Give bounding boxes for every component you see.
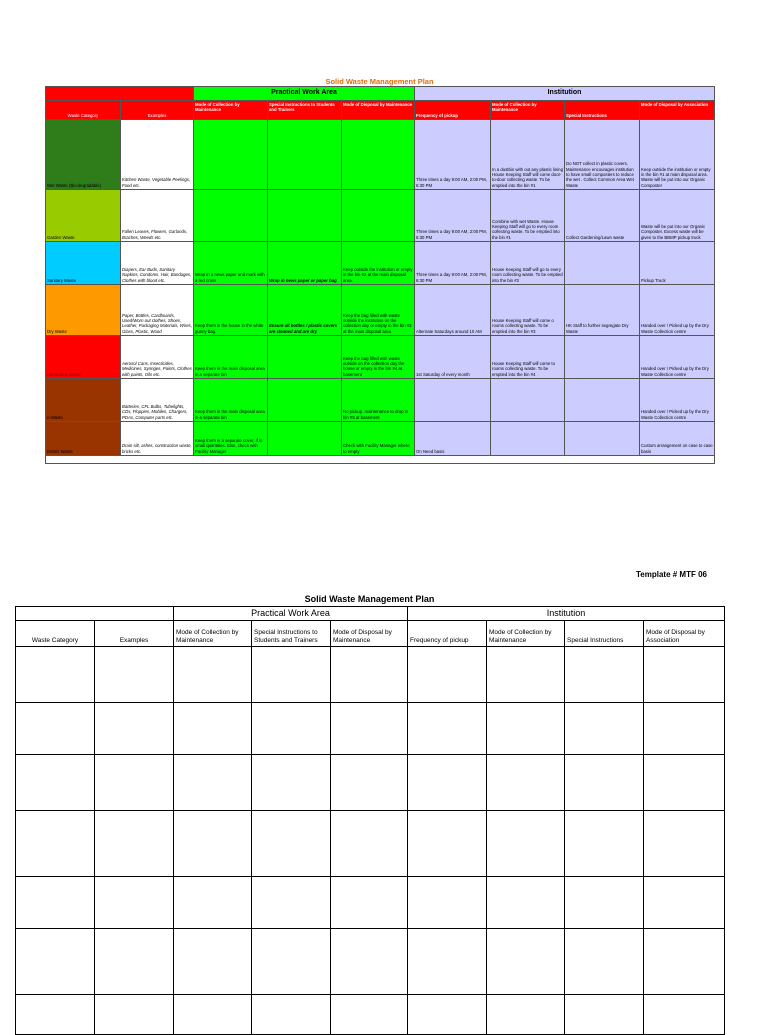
template-cell[interactable] (644, 811, 725, 877)
template-row (16, 755, 725, 811)
template-cell[interactable] (16, 995, 95, 1035)
assoc-disposal-cell: Handed over / Picked up by the Dry Waste Collection centre (640, 336, 715, 379)
category-cell: Dry Waste (46, 285, 121, 336)
template-cell[interactable] (565, 647, 644, 703)
template-header-waste-category: Waste Category (16, 621, 95, 647)
frequency-cell: On Need basis (415, 422, 491, 456)
group-practical-work-area: Practical Work Area (194, 87, 415, 101)
template-cell[interactable] (174, 755, 252, 811)
inst-special-cell (565, 242, 640, 285)
template-cell[interactable] (252, 755, 331, 811)
template-cell[interactable] (644, 703, 725, 755)
examples-cell: Fallen Leaves, Flowers, Garlands, Braches, Weeds etc. (121, 190, 194, 242)
table-row (46, 422, 715, 456)
template-header-collection: Mode of Collection by Maintenance (174, 621, 252, 647)
collection-cell: Wrap in a news paper and mark with a red cross (194, 242, 268, 285)
template-header-inst-special: Special Instructions (565, 621, 644, 647)
template-cell[interactable] (252, 995, 331, 1035)
template-cell[interactable] (95, 755, 174, 811)
template-cell[interactable] (487, 703, 565, 755)
template-header-disposal: Mode of Disposal by Maintenance (331, 621, 408, 647)
frequency-cell (415, 379, 491, 422)
template-cell[interactable] (487, 647, 565, 703)
examples-cell: Diapers, Ear Buds, Sanitary Napkins, Condoms, Hair, Bandages, Clothes with blood etc. (121, 242, 194, 285)
template-cell[interactable] (644, 929, 725, 995)
template-cell[interactable] (16, 811, 95, 877)
header-inst-special: Special Instructions (565, 101, 640, 120)
template-header-inst-collection: Mode of Collection by Maintenance (487, 621, 565, 647)
template-cell[interactable] (408, 995, 487, 1035)
template-cell[interactable] (565, 995, 644, 1035)
template-header-frequency: Frequency of pickup (408, 621, 487, 647)
template-cell[interactable] (252, 811, 331, 877)
template-cell[interactable] (331, 995, 408, 1035)
template-cell[interactable] (252, 703, 331, 755)
template-cell[interactable] (408, 647, 487, 703)
disposal-cell: Keep outside the institution or empty in the bin #2 at the main disposal area. (342, 242, 415, 285)
template-cell[interactable] (16, 755, 95, 811)
template-header-blank (16, 607, 174, 621)
template-cell[interactable] (252, 877, 331, 929)
special-cell (268, 336, 342, 379)
frequency-cell: Three times a day 9:00 AM, 2:00 PM, 6:30 PM (415, 120, 491, 190)
header-blank (46, 87, 194, 101)
table-row (46, 242, 715, 285)
template-header-special: Special Instructions to Students and Trainers (252, 621, 331, 647)
inst-collection-cell (491, 379, 565, 422)
inst-collection-cell: In a dustbin with out any plastic lining House Keeping Staff will come door-to-door collecting waste. To be emptied into the bin #1 (491, 120, 565, 190)
frequency-cell: 1st Saturday of every month (415, 336, 491, 379)
disposal-cell (342, 190, 415, 242)
template-cell[interactable] (565, 877, 644, 929)
table-row (46, 336, 715, 379)
template-header-assoc-disposal: Mode of Disposal by Association (644, 621, 725, 647)
frequency-cell: Alternate Saturdays around 10 AM (415, 285, 491, 336)
inst-special-cell (565, 336, 640, 379)
template-row (16, 647, 725, 703)
frequency-cell: Three times a day 9:00 AM, 2:00 PM, 6:30 PM (415, 242, 491, 285)
collection-cell: Keep them in the main disposal area in a separate bin (194, 379, 268, 422)
collection-cell: Keep them in the main disposal area in a separate bin (194, 336, 268, 379)
header-inst-collection: Mode of Collection by Maintenance (491, 101, 565, 120)
header-frequency: Frequency of pickup (415, 101, 491, 120)
inst-collection-cell (491, 422, 565, 456)
template-cell[interactable] (644, 647, 725, 703)
template-cell[interactable] (487, 877, 565, 929)
template-row (16, 929, 725, 995)
template-cell[interactable] (95, 877, 174, 929)
assoc-disposal-cell: Waste will be put into our Organic Composter. Excess waste will be given to the BBMP pickup truck (640, 190, 715, 242)
category-cell: Debris Waste (46, 422, 121, 456)
header-waste-category: Waste Category (46, 101, 121, 120)
template-cell[interactable] (174, 877, 252, 929)
header-assoc-disposal: Mode of Disposal by Association (640, 101, 715, 120)
template-cell[interactable] (644, 755, 725, 811)
inst-special-cell: Collect Gardening/Lawn waste (565, 190, 640, 242)
template-cell[interactable] (565, 929, 644, 995)
category-cell: Hazardous Waste (46, 336, 121, 379)
template-cell[interactable] (95, 929, 174, 995)
inst-special-cell: HK Staff to further segregate Dry Waste (565, 285, 640, 336)
template-cell[interactable] (16, 703, 95, 755)
inst-special-cell: Do NOT collect in plastic covers. Maintenance encourages institution to have small composters to reduce the wet . Collect Common Area Wet Waste (565, 120, 640, 190)
examples-cell: Kitchen Waste, Vegetable Peelings, Food etc. (121, 120, 194, 190)
template-row (16, 877, 725, 929)
table-row (46, 379, 715, 422)
template-cell[interactable] (408, 877, 487, 929)
inst-special-cell (565, 422, 640, 456)
template-cell[interactable] (16, 647, 95, 703)
category-cell: e-Waste (46, 379, 121, 422)
template-cell[interactable] (644, 877, 725, 929)
template-row (16, 811, 725, 877)
inst-collection-cell: House Keeping Staff will come o rooms collecting waste. To be emptied into the bin #3 (491, 285, 565, 336)
collection-cell: Keep them in the house in the white gunny bag. (194, 285, 268, 336)
table-row (46, 190, 715, 242)
special-cell (268, 190, 342, 242)
assoc-disposal-cell: Keep outside the institution or empty in the bin #1 at main disposal area. Waste will be put into our Organic Composter (640, 120, 715, 190)
template-cell[interactable] (16, 929, 95, 995)
assoc-disposal-cell: Custom arrangement on case to case basis (640, 422, 715, 456)
disposal-cell: No pickup. maintenance to drop in bin #5 at basement (342, 379, 415, 422)
inst-collection-cell: Combine with wet Waste. House Keeping Staff will go to every room collecting waste. To be emptied into the bin #1 (491, 190, 565, 242)
header-collection: Mode of Collection by Maintenance (194, 101, 268, 120)
template-header-examples: Examples (95, 621, 174, 647)
template-cell[interactable] (487, 755, 565, 811)
table-row (46, 120, 715, 190)
template-cell[interactable] (174, 647, 252, 703)
examples-cell: Batteries, CFL Bulbs, Tubelights, CDs, Floppies, Mobiles, Chargers, PDAs, Computer parts etc. (121, 379, 194, 422)
inst-special-cell (565, 379, 640, 422)
blank-template-table (15, 606, 725, 1035)
template-cell[interactable] (95, 811, 174, 877)
template-cell[interactable] (408, 811, 487, 877)
top-title: Solid Waste Management Plan (325, 77, 434, 86)
template-cell[interactable] (644, 995, 725, 1035)
assoc-disposal-cell: Handed over / Picked up by the Dry Waste Collection centre (640, 285, 715, 336)
template-cell[interactable] (487, 929, 565, 995)
template-cell[interactable] (174, 929, 252, 995)
disposal-cell: Keep the bag filled with waste outside on the collection day the house or empty in the bin #4 at basement (342, 336, 415, 379)
template-group-institution: Institution (408, 607, 725, 621)
template-cell[interactable] (252, 929, 331, 995)
header-examples: Examples (121, 101, 194, 120)
special-cell (268, 379, 342, 422)
template-cell[interactable] (408, 703, 487, 755)
header-special: Special Instructions to Students and Trainers (268, 101, 342, 120)
disposal-cell (342, 120, 415, 190)
group-institution: Institution (415, 87, 715, 101)
table-row-empty (46, 456, 715, 464)
inst-collection-cell: House Keeping Staff will go to every room collecting waste. To be emptied into the bin #2 (491, 242, 565, 285)
collection-cell (194, 120, 268, 190)
template-cell[interactable] (16, 877, 95, 929)
template-cell[interactable] (331, 811, 408, 877)
assoc-disposal-cell: Handed over / Picked up by the Dry Waste Collection centre (640, 379, 715, 422)
template-cell[interactable] (174, 703, 252, 755)
template-cell[interactable] (95, 703, 174, 755)
template-cell[interactable] (331, 755, 408, 811)
assoc-disposal-cell: Pickup Truck (640, 242, 715, 285)
template-cell[interactable] (331, 647, 408, 703)
disposal-cell: Check with Facility Manager where to empty (342, 422, 415, 456)
template-row (16, 995, 725, 1035)
special-cell (268, 120, 342, 190)
template-cell[interactable] (95, 995, 174, 1035)
inst-collection-cell: House Keeping Staff will come to rooms collecting waste. To be emptied into the bin #4 (491, 336, 565, 379)
template-cell[interactable] (565, 755, 644, 811)
template-cell[interactable] (174, 995, 252, 1035)
template-cell[interactable] (487, 811, 565, 877)
frequency-cell: Three times a day 9:00 AM, 2:00 PM, 6:30 PM (415, 190, 491, 242)
collection-cell: Keep them in a separate cover, if in small quantities. Else, check with Facility Manager (194, 422, 268, 456)
special-cell: Wrap in news paper or paper bag (268, 242, 342, 285)
category-cell: Garden Waste (46, 190, 121, 242)
special-cell: Ensure all bottles / plastic covers are cleaned and are dry (268, 285, 342, 336)
waste-plan-table (45, 86, 715, 464)
template-cell[interactable] (331, 703, 408, 755)
template-cell[interactable] (487, 995, 565, 1035)
collection-cell (194, 190, 268, 242)
template-cell[interactable] (331, 929, 408, 995)
template-cell[interactable] (331, 877, 408, 929)
template-cell[interactable] (174, 811, 252, 877)
special-cell (268, 422, 342, 456)
category-cell: Sanitary Waste (46, 242, 121, 285)
template-row (16, 703, 725, 755)
template-group-practical: Practical Work Area (174, 607, 408, 621)
table-row (46, 285, 715, 336)
category-cell: Wet Waste (Bio-degradable) (46, 120, 121, 190)
disposal-cell: Keep the bag filled with waste outside the institution on the collection day or empty in the bin #3 at the main disposal area (342, 285, 415, 336)
header-disposal: Mode of Disposal by Maintenance (342, 101, 415, 120)
template-cell[interactable] (565, 703, 644, 755)
empty-cell (46, 456, 715, 464)
template-cell[interactable] (252, 647, 331, 703)
examples-cell: Aerosol Cans, Insecticides, Medicines, Syringes, Paints, Clothes with paints, Oils etc. (121, 336, 194, 379)
template-cell[interactable] (565, 811, 644, 877)
template-cell[interactable] (408, 929, 487, 995)
template-cell[interactable] (95, 647, 174, 703)
template-title: Solid Waste Management Plan (304, 594, 435, 604)
template-number: Template # MTF 06 (636, 570, 707, 579)
examples-cell: Paper, Bottles, Cardboards, Used/Worn out clothes, Shoes, Leather, Packaging Materials, Wires, Glass, Plastic, Wood (121, 285, 194, 336)
examples-cell: Drain silt, ashes, construction waste, bricks etc. (121, 422, 194, 456)
template-cell[interactable] (408, 755, 487, 811)
